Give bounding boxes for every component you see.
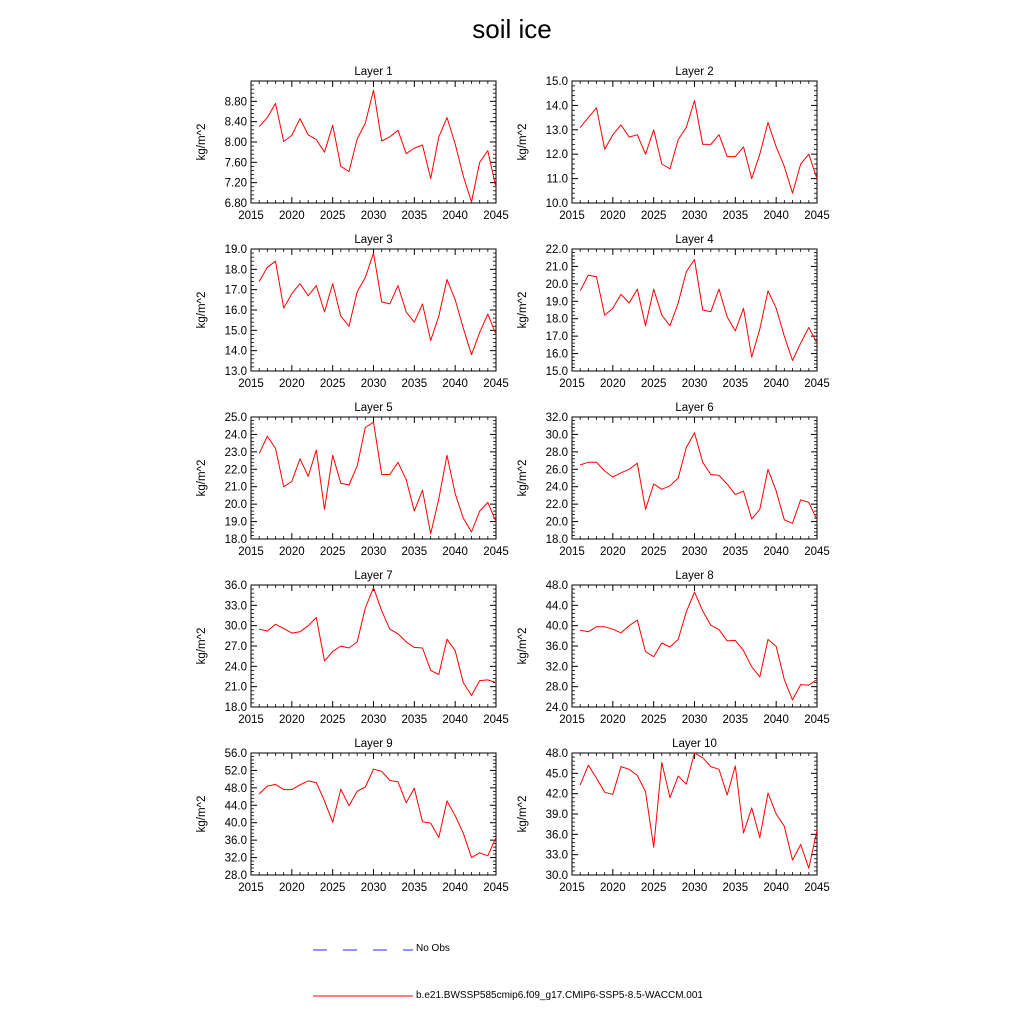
panel-9-y-tick-label: 40.0: [224, 817, 247, 830]
panel-1-x-tick-label: 2040: [442, 210, 468, 222]
panel-2-y-tick-label: 15.0: [545, 76, 568, 88]
panel-3-title: Layer 3: [354, 234, 393, 246]
panel-3-y-tick-label: 18.0: [224, 264, 247, 277]
panel-4-y-tick-label: 20.0: [545, 278, 568, 291]
panel-3-y-tick-label: 13.0: [224, 366, 247, 378]
panel-5-x-tick-label: 2025: [319, 546, 346, 558]
panel-10-x-tick-label: 2045: [804, 882, 830, 894]
panel-9-x-tick-label: 2015: [238, 882, 264, 894]
panel-3-x-tick-label: 2015: [238, 378, 264, 390]
panel-2-y-tick-label: 11.0: [546, 173, 568, 186]
panel-7-x-tick-label: 2025: [319, 714, 346, 726]
panel-1-x-tick-label: 2030: [360, 210, 387, 222]
panel-10-series-line: [580, 753, 817, 868]
panel-9-x-tick-label: 2040: [442, 882, 468, 894]
panel-10-frame: [572, 753, 817, 875]
panel-2-x-tick-label: 2020: [600, 210, 626, 222]
panel-3-x-tick-label: 2020: [279, 378, 305, 390]
panel-7-x-tick-label: 2035: [401, 714, 428, 726]
panel-4-x-tick-label: 2020: [600, 378, 626, 390]
panel-9-y-axis-label: kg/m^2: [196, 795, 208, 833]
panel-3-y-tick-label: 19.0: [224, 244, 247, 256]
panel-3-y-axis-label: kg/m^2: [196, 291, 208, 329]
legend-obs-label: No Obs: [416, 943, 450, 954]
panel-5-series-line: [259, 422, 496, 534]
panel-8-x-tick-label: 2030: [681, 714, 708, 726]
panel-1-x-tick-label: 2015: [238, 210, 264, 222]
panel-5-y-tick-label: 24.0: [224, 429, 247, 442]
panel-9-x-tick-label: 2045: [483, 882, 509, 894]
panel-2-x-tick-label: 2015: [559, 210, 585, 222]
panel-3-series-line: [259, 253, 496, 355]
panel-8-x-tick-label: 2025: [640, 714, 667, 726]
panel-6-frame: [572, 417, 817, 539]
panel-3-y-tick-label: 14.0: [224, 345, 247, 358]
panel-4-y-tick-label: 18.0: [545, 313, 568, 326]
panel-5-y-tick-label: 25.0: [224, 412, 247, 424]
panel-8-y-tick-label: 44.0: [545, 600, 568, 613]
panel-4-y-tick-label: 16.0: [545, 348, 568, 361]
panel-1-x-tick-label: 2020: [279, 210, 305, 222]
panel-4-y-axis-label: kg/m^2: [517, 291, 529, 329]
panel-1-y-tick-label: 6.80: [224, 198, 247, 210]
panel-8-y-tick-label: 32.0: [545, 661, 568, 674]
panel-6-y-tick-label: 20.0: [545, 516, 568, 529]
panel-10-x-tick-label: 2030: [681, 882, 708, 894]
panel-1-x-tick-label: 2025: [319, 210, 346, 222]
panel-5-x-tick-label: 2045: [483, 546, 509, 558]
panel-9-title: Layer 9: [354, 738, 393, 750]
panel-4-y-tick-label: 17.0: [545, 331, 568, 344]
panel-5-frame: [251, 417, 496, 539]
panel-7-title: Layer 7: [354, 570, 393, 582]
panel-2-title: Layer 2: [675, 66, 714, 78]
panel-8-y-tick-label: 28.0: [545, 681, 568, 694]
panel-5-x-tick-label: 2015: [238, 546, 264, 558]
panel-2-x-tick-label: 2040: [763, 210, 789, 222]
panel-4-x-tick-label: 2035: [722, 378, 749, 390]
panel-9-x-tick-label: 2020: [279, 882, 305, 894]
panel-7-x-tick-label: 2030: [360, 714, 387, 726]
panel-2-y-axis-label: kg/m^2: [517, 123, 529, 161]
panel-9-y-tick-label: 28.0: [224, 870, 247, 882]
panel-5-y-tick-label: 22.0: [224, 464, 247, 477]
panel-7-y-tick-label: 24.0: [224, 661, 247, 674]
panel-1-y-tick-label: 7.60: [224, 157, 247, 170]
panel-4-x-tick-label: 2025: [640, 378, 667, 390]
panel-8-y-tick-label: 40.0: [545, 620, 568, 633]
panel-3-frame: [251, 249, 496, 371]
panel-7-x-tick-label: 2045: [483, 714, 509, 726]
panel-6-y-tick-label: 22.0: [545, 499, 568, 512]
panel-8-y-tick-label: 36.0: [545, 641, 568, 653]
panel-5-y-axis-label: kg/m^2: [196, 459, 208, 497]
panel-4-series-line: [580, 260, 817, 361]
panel-7-y-tick-label: 27.0: [224, 641, 247, 653]
panel-6-y-tick-label: 32.0: [545, 412, 568, 424]
panel-10-x-tick-label: 2025: [640, 882, 667, 894]
panel-5-title: Layer 5: [354, 402, 393, 414]
panel-5-y-tick-label: 18.0: [224, 534, 247, 546]
panel-6-y-tick-label: 26.0: [545, 464, 568, 477]
legend-model-label: b.e21.BWSSP585cmip6.f09_g17.CMIP6-SSP5-8.5-WACCM.001: [416, 990, 703, 1001]
panel-9-x-tick-label: 2035: [401, 882, 428, 894]
panel-10-x-tick-label: 2035: [722, 882, 749, 894]
panel-6-x-tick-label: 2015: [559, 546, 585, 558]
panel-3-x-tick-label: 2040: [442, 378, 468, 390]
panel-6-y-axis-label: kg/m^2: [517, 459, 529, 497]
panel-2-y-tick-label: 12.0: [545, 149, 568, 162]
panel-6-y-tick-label: 18.0: [545, 534, 568, 546]
panel-4-y-tick-label: 21.0: [545, 261, 568, 274]
panel-8-title: Layer 8: [675, 570, 714, 582]
panel-3-x-tick-label: 2030: [360, 378, 387, 390]
panel-5-x-tick-label: 2020: [279, 546, 305, 558]
panel-8-x-tick-label: 2020: [600, 714, 626, 726]
panel-4-y-tick-label: 22.0: [545, 244, 568, 256]
panel-9-y-tick-label: 52.0: [224, 765, 247, 778]
panel-7-y-tick-label: 21.0: [224, 681, 247, 694]
panel-6-y-tick-label: 24.0: [545, 481, 568, 494]
panel-9-frame: [251, 753, 496, 875]
panel-7-series-line: [259, 588, 496, 696]
panel-5-y-tick-label: 21.0: [224, 481, 247, 494]
panel-4-frame: [572, 249, 817, 371]
panel-1-x-tick-label: 2045: [483, 210, 509, 222]
panel-6-x-tick-label: 2040: [763, 546, 789, 558]
panel-6-x-tick-label: 2020: [600, 546, 626, 558]
figure-title: soil ice: [472, 14, 552, 44]
panel-10-x-tick-label: 2040: [763, 882, 789, 894]
panel-8-y-tick-label: 24.0: [545, 702, 568, 714]
panel-10-y-tick-label: 48.0: [545, 748, 568, 760]
panel-9-y-tick-label: 36.0: [224, 835, 247, 848]
panel-2-y-tick-label: 10.0: [545, 198, 568, 210]
panel-7-x-tick-label: 2015: [238, 714, 264, 726]
panel-5-x-tick-label: 2030: [360, 546, 387, 558]
panel-7-y-axis-label: kg/m^2: [196, 627, 208, 665]
panel-5-x-tick-label: 2035: [401, 546, 428, 558]
panel-10-title: Layer 10: [672, 738, 717, 750]
panel-8-frame: [572, 585, 817, 707]
panel-6-title: Layer 6: [675, 402, 714, 414]
panel-4-y-tick-label: 15.0: [545, 366, 568, 378]
panel-6-x-tick-label: 2035: [722, 546, 749, 558]
panel-2-y-tick-label: 13.0: [545, 124, 568, 137]
panel-7-frame: [251, 585, 496, 707]
panel-7-y-tick-label: 30.0: [224, 620, 247, 633]
panel-7-x-tick-label: 2040: [442, 714, 468, 726]
panel-9-y-tick-label: 32.0: [224, 852, 247, 865]
panel-5-y-tick-label: 23.0: [224, 446, 247, 459]
panel-4-x-tick-label: 2030: [681, 378, 708, 390]
panel-10-y-axis-label: kg/m^2: [517, 795, 529, 833]
panel-9-y-tick-label: 44.0: [224, 800, 247, 813]
panel-9-series-line: [259, 769, 496, 858]
panel-5-y-tick-label: 20.0: [224, 499, 247, 512]
panel-10-x-tick-label: 2015: [559, 882, 585, 894]
panel-3-y-tick-label: 16.0: [224, 305, 247, 317]
panel-5-y-tick-label: 19.0: [224, 516, 247, 529]
panel-10-y-tick-label: 39.0: [545, 809, 568, 821]
panel-6-series-line: [580, 433, 817, 524]
panel-9-y-tick-label: 48.0: [224, 782, 247, 795]
panel-1-y-tick-label: 7.20: [224, 177, 247, 190]
panel-2-x-tick-label: 2035: [722, 210, 749, 222]
panel-9-x-tick-label: 2025: [319, 882, 346, 894]
panel-3-x-tick-label: 2035: [401, 378, 428, 390]
panel-4-x-tick-label: 2045: [804, 378, 830, 390]
panel-10-y-tick-label: 45.0: [545, 768, 568, 781]
panel-7-y-tick-label: 18.0: [224, 702, 247, 714]
panel-6-x-tick-label: 2045: [804, 546, 830, 558]
panel-7-x-tick-label: 2020: [279, 714, 305, 726]
panel-5-x-tick-label: 2040: [442, 546, 468, 558]
panel-1-title: Layer 1: [354, 66, 393, 78]
panel-8-series-line: [580, 592, 817, 700]
panel-10-y-tick-label: 30.0: [545, 870, 568, 882]
panel-9-x-tick-label: 2030: [360, 882, 387, 894]
panel-8-x-tick-label: 2045: [804, 714, 830, 726]
panel-10-y-tick-label: 42.0: [545, 788, 568, 801]
panel-9-y-tick-label: 56.0: [224, 748, 247, 760]
panel-8-x-tick-label: 2015: [559, 714, 585, 726]
panel-2-x-tick-label: 2030: [681, 210, 708, 222]
panel-4-x-tick-label: 2040: [763, 378, 789, 390]
panel-2-x-tick-label: 2045: [804, 210, 830, 222]
panel-7-y-tick-label: 33.0: [224, 600, 247, 613]
panel-4-title: Layer 4: [675, 234, 714, 246]
panel-10-y-tick-label: 36.0: [545, 829, 568, 842]
panel-6-y-tick-label: 28.0: [545, 446, 568, 459]
panel-1-series-line: [259, 90, 496, 202]
panel-2-series-line: [580, 101, 817, 194]
panel-3-x-tick-label: 2045: [483, 378, 509, 390]
panel-10-x-tick-label: 2020: [600, 882, 626, 894]
panel-8-x-tick-label: 2035: [722, 714, 749, 726]
panel-8-y-tick-label: 48.0: [545, 580, 568, 592]
panel-4-y-tick-label: 19.0: [545, 296, 568, 309]
panel-6-y-tick-label: 30.0: [545, 429, 568, 442]
panel-3-y-tick-label: 17.0: [224, 284, 247, 297]
panel-2-y-tick-label: 14.0: [545, 100, 568, 113]
panel-4-x-tick-label: 2015: [559, 378, 585, 390]
panel-6-x-tick-label: 2025: [640, 546, 667, 558]
panel-1-frame: [251, 81, 496, 203]
panel-1-x-tick-label: 2035: [401, 210, 428, 222]
panel-8-x-tick-label: 2040: [763, 714, 789, 726]
panel-3-y-tick-label: 15.0: [224, 325, 247, 338]
panel-1-y-tick-label: 8.00: [224, 137, 247, 149]
panel-1-y-axis-label: kg/m^2: [196, 123, 208, 161]
panel-3-x-tick-label: 2025: [319, 378, 346, 390]
panel-10-y-tick-label: 33.0: [545, 849, 568, 862]
panel-8-y-axis-label: kg/m^2: [517, 627, 529, 665]
panel-6-x-tick-label: 2030: [681, 546, 708, 558]
panel-1-y-tick-label: 8.40: [224, 116, 247, 129]
panel-2-x-tick-label: 2025: [640, 210, 667, 222]
panel-1-y-tick-label: 8.80: [224, 96, 247, 109]
panel-7-y-tick-label: 36.0: [224, 580, 247, 592]
